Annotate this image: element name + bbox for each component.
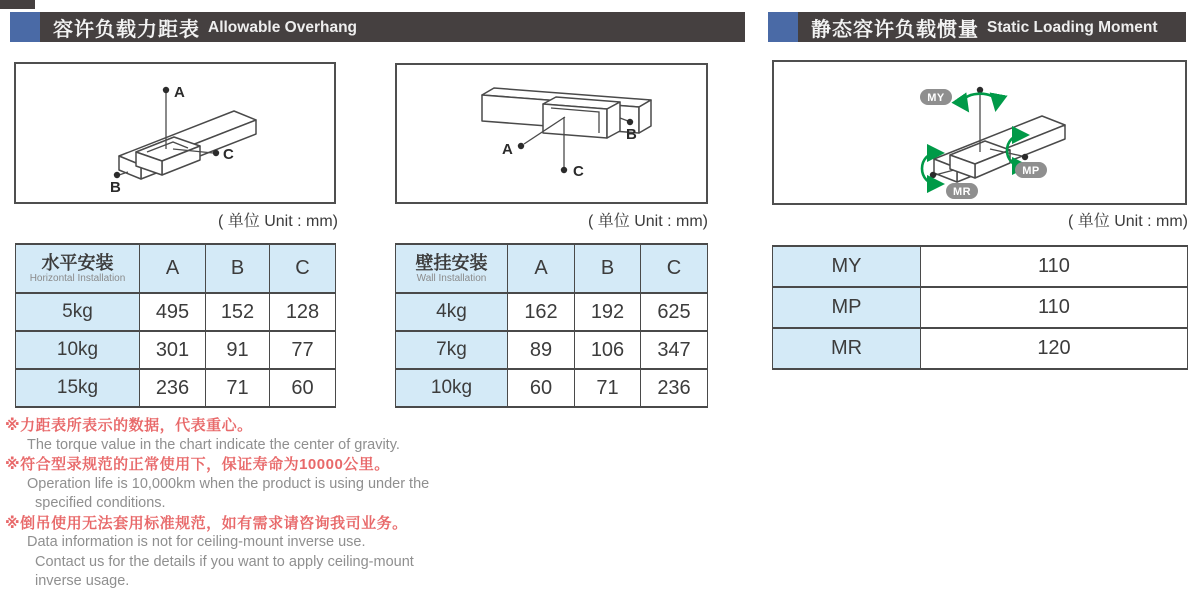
unit-label: ( 单位 Unit : mm) — [1068, 213, 1188, 230]
value-cell: 71 — [575, 369, 641, 407]
value-cell: 89 — [508, 331, 575, 369]
header-zh: 水平安装 — [41, 252, 114, 273]
section-header-static-loading-moment — [768, 12, 1186, 42]
mr-badge-label: MR — [952, 186, 972, 198]
note-en: inverse usage. — [35, 573, 130, 589]
mp-axis-dot — [1022, 154, 1028, 160]
value-cell: 60 — [270, 369, 336, 407]
note-zh: ※倒吊使用无法套用标准规范，如有需求请咨询我司业务。 — [5, 514, 408, 532]
my-axis-dot — [977, 87, 983, 93]
section-header-allowable-overhang — [10, 12, 745, 42]
value-cell: 77 — [270, 331, 336, 369]
header-cell-b: B — [206, 244, 270, 293]
value-cell: 152 — [206, 293, 270, 331]
page-corner-mark — [0, 0, 35, 9]
section-title-en: Allowable Overhang — [208, 19, 358, 36]
point-c-dot — [561, 167, 567, 173]
point-c-dot — [213, 150, 219, 156]
point-a-dot — [518, 143, 524, 149]
point-c-label: C — [223, 146, 234, 163]
header-zh: 壁挂安装 — [415, 252, 488, 273]
horizontal-installation-drawing — [16, 64, 334, 202]
moment-label-cell: MY — [773, 246, 921, 287]
header-cell-installation — [16, 244, 140, 293]
table-header-row — [396, 244, 708, 293]
table-row — [16, 331, 336, 369]
carriage-front-face — [543, 104, 607, 138]
point-b-dot — [114, 172, 120, 178]
wall-installation-drawing — [397, 65, 706, 202]
value-cell: 106 — [575, 331, 641, 369]
header-accent-square — [10, 12, 40, 42]
unit-label: ( 单位 Unit : mm) — [218, 213, 338, 230]
moment-value-cell: 110 — [921, 246, 1188, 287]
table-row — [396, 331, 708, 369]
moment-value-cell: 120 — [921, 328, 1188, 369]
header-cell-c: C — [641, 244, 708, 293]
note-zh: ※符合型录规范的正常使用下，保证寿命为10000公里。 — [5, 456, 390, 473]
section-title-en: Static Loading Moment — [987, 19, 1158, 36]
header-cell-a: A — [140, 244, 206, 293]
header-bar — [798, 12, 1186, 42]
table-row — [16, 369, 336, 407]
value-cell: 301 — [140, 331, 206, 369]
point-a-label: A — [174, 84, 185, 101]
loading-moment-drawing — [774, 62, 1185, 203]
value-cell: 236 — [140, 369, 206, 407]
table-row — [773, 246, 1188, 287]
value-cell: 236 — [641, 369, 708, 407]
point-a-dot — [163, 87, 169, 93]
table-row — [773, 287, 1188, 328]
value-cell: 91 — [206, 331, 270, 369]
static-loading-moment-table — [772, 245, 1188, 370]
mp-badge-label: MP — [1022, 165, 1040, 177]
table-row — [773, 328, 1188, 369]
note-en: Contact us for the details if you want to apply ceiling-mount — [35, 553, 414, 570]
table-row — [396, 293, 708, 331]
load-cell: 10kg — [16, 331, 140, 369]
header-bar — [40, 12, 745, 42]
load-cell: 7kg — [396, 331, 508, 369]
point-a-label: A — [502, 141, 513, 158]
carriage-right-face — [607, 102, 620, 138]
value-cell: 625 — [641, 293, 708, 331]
value-cell: 347 — [641, 331, 708, 369]
table-header-row — [16, 244, 336, 293]
value-cell: 71 — [206, 369, 270, 407]
header-en: Horizontal Installation — [29, 272, 126, 284]
section-title-zh: 静态容许负载惯量 — [811, 18, 979, 41]
table-row — [16, 293, 336, 331]
point-c-label: C — [573, 163, 584, 180]
wall-installation-table — [395, 243, 708, 408]
unit-label: ( 单位 Unit : mm) — [588, 213, 708, 230]
value-cell: 192 — [575, 293, 641, 331]
horizontal-installation-table — [15, 243, 336, 408]
value-cell: 495 — [140, 293, 206, 331]
header-cell-c: C — [270, 244, 336, 293]
footnotes — [5, 416, 485, 592]
load-cell: 10kg — [396, 369, 508, 407]
value-cell: 128 — [270, 293, 336, 331]
note-en: The torque value in the chart indicate the center of gravity. — [27, 436, 400, 453]
value-cell: 162 — [508, 293, 575, 331]
load-cell: 15kg — [16, 369, 140, 407]
load-cell: 4kg — [396, 293, 508, 331]
mr-axis-dot — [930, 172, 936, 178]
point-b-label: B — [626, 126, 637, 143]
section-title-zh: 容许负载力距表 — [53, 18, 200, 41]
diagram-wall-installation — [395, 63, 708, 204]
note-en: Data information is not for ceiling-mount inverse use. — [27, 534, 366, 550]
header-cell-installation — [396, 244, 508, 293]
my-badge-label: MY — [927, 92, 945, 104]
header-cell-a: A — [508, 244, 575, 293]
point-b-label: B — [110, 179, 121, 196]
header-en: Wall Installation — [416, 272, 487, 284]
value-cell: 60 — [508, 369, 575, 407]
diagram-static-loading-moment — [772, 60, 1187, 205]
note-en: Operation life is 10,000km when the product is using under the — [27, 475, 430, 492]
moment-label-cell: MR — [773, 328, 921, 369]
note-en: specified conditions. — [35, 495, 166, 511]
header-accent-square — [768, 12, 798, 42]
diagram-horizontal-installation — [14, 62, 336, 204]
load-cell: 5kg — [16, 293, 140, 331]
header-cell-b: B — [575, 244, 641, 293]
point-b-dot — [627, 119, 633, 125]
moment-label-cell: MP — [773, 287, 921, 328]
note-zh: ※力距表所表示的数据，代表重心。 — [5, 417, 253, 434]
table-row — [396, 369, 708, 407]
moment-value-cell: 110 — [921, 287, 1188, 328]
